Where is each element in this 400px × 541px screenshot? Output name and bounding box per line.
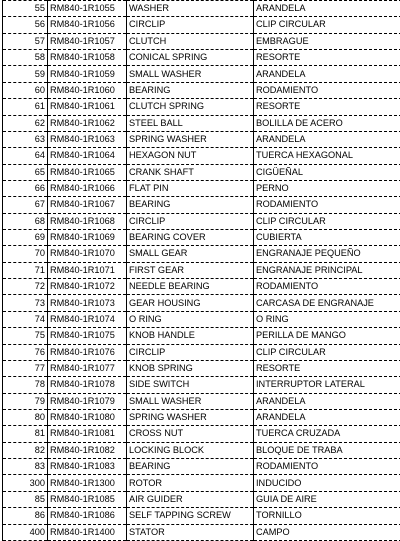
- part-code-cell: RM840-1R1068: [48, 213, 127, 229]
- table-row: [3, 524, 400, 540]
- description-english-cell: STATOR: [127, 524, 254, 540]
- part-code-cell: RM840-1R1079: [48, 393, 127, 409]
- part-code-cell: RM840-1R1066: [48, 180, 127, 196]
- description-english-cell: BEARING: [127, 459, 254, 475]
- part-code-cell: RM840-1R1074: [48, 311, 127, 327]
- table-row: [3, 131, 400, 147]
- description-spanish-cell: RESORTE: [254, 50, 400, 66]
- description-spanish-cell: TORNILLO: [254, 508, 400, 524]
- description-spanish-cell: ENGRANAJE PRINCIPAL: [254, 262, 400, 278]
- description-spanish-cell: INDUCIDO: [254, 475, 400, 491]
- table-row: [3, 115, 400, 131]
- description-english-cell: SELF TAPPING SCREW: [127, 508, 254, 524]
- part-code-cell: RM840-1R1062: [48, 115, 127, 131]
- description-spanish-cell: ARANDELA: [254, 1, 400, 17]
- table-row: [3, 360, 400, 376]
- description-english-cell: CLUTCH: [127, 33, 254, 49]
- item-number-cell: 57: [3, 33, 48, 49]
- table-row: [3, 459, 400, 475]
- description-english-cell: SMALL WASHER: [127, 393, 254, 409]
- item-number-cell: 300: [3, 475, 48, 491]
- item-number-cell: 68: [3, 213, 48, 229]
- part-code-cell: RM840-1R1063: [48, 131, 127, 147]
- description-spanish-cell: O RING: [254, 311, 400, 327]
- description-spanish-cell: INTERRUPTOR LATERAL: [254, 377, 400, 393]
- item-number-cell: 76: [3, 344, 48, 360]
- part-code-cell: RM840-1R1077: [48, 360, 127, 376]
- item-number-cell: 67: [3, 197, 48, 213]
- item-number-cell: 79: [3, 393, 48, 409]
- description-english-cell: AIR GUIDER: [127, 491, 254, 507]
- item-number-cell: 59: [3, 66, 48, 82]
- description-english-cell: BEARING: [127, 197, 254, 213]
- table-row: [3, 213, 400, 229]
- part-code-cell: RM840-1R1071: [48, 262, 127, 278]
- table-row: [3, 230, 400, 246]
- table-row: [3, 164, 400, 180]
- item-number-cell: 69: [3, 230, 48, 246]
- table-row: [3, 50, 400, 66]
- part-code-cell: RM840-1R1073: [48, 295, 127, 311]
- description-spanish-cell: GUIA DE AIRE: [254, 491, 400, 507]
- part-code-cell: RM840-1R1064: [48, 148, 127, 164]
- description-english-cell: CIRCLIP: [127, 17, 254, 33]
- part-code-cell: RM840-1R1070: [48, 246, 127, 262]
- description-spanish-cell: CLIP CIRCULAR: [254, 344, 400, 360]
- part-code-cell: RM840-1R1083: [48, 459, 127, 475]
- description-spanish-cell: ARANDELA: [254, 131, 400, 147]
- item-number-cell: 56: [3, 17, 48, 33]
- part-code-cell: RM840-1R1059: [48, 66, 127, 82]
- parts-table: [2, 0, 400, 541]
- item-number-cell: 85: [3, 491, 48, 507]
- description-english-cell: GEAR HOUSING: [127, 295, 254, 311]
- item-number-cell: 62: [3, 115, 48, 131]
- table-row: [3, 262, 400, 278]
- item-number-cell: 61: [3, 99, 48, 115]
- description-english-cell: NEEDLE BEARING: [127, 279, 254, 295]
- description-english-cell: STEEL BALL: [127, 115, 254, 131]
- table-row: [3, 99, 400, 115]
- description-english-cell: CRANK SHAFT: [127, 164, 254, 180]
- item-number-cell: 80: [3, 409, 48, 425]
- description-spanish-cell: RESORTE: [254, 99, 400, 115]
- description-english-cell: CIRCLIP: [127, 344, 254, 360]
- part-code-cell: RM840-1R1061: [48, 99, 127, 115]
- description-spanish-cell: RODAMIENTO: [254, 197, 400, 213]
- item-number-cell: 55: [3, 1, 48, 17]
- part-code-cell: RM840-1R1076: [48, 344, 127, 360]
- description-english-cell: ROTOR: [127, 475, 254, 491]
- description-english-cell: HEXAGON NUT: [127, 148, 254, 164]
- item-number-cell: 74: [3, 311, 48, 327]
- description-spanish-cell: TUERCA HEXAGONAL: [254, 148, 400, 164]
- description-english-cell: CROSS NUT: [127, 426, 254, 442]
- part-code-cell: RM840-1R1055: [48, 1, 127, 17]
- item-number-cell: 82: [3, 442, 48, 458]
- table-row: [3, 377, 400, 393]
- part-code-cell: RM840-1R1081: [48, 426, 127, 442]
- description-english-cell: WASHER: [127, 1, 254, 17]
- parts-table-body: [3, 1, 400, 541]
- part-code-cell: RM840-1R1060: [48, 82, 127, 98]
- description-english-cell: SIDE SWITCH: [127, 377, 254, 393]
- description-spanish-cell: RODAMIENTO: [254, 459, 400, 475]
- table-row: [3, 17, 400, 33]
- description-spanish-cell: RESORTE: [254, 360, 400, 376]
- part-code-cell: RM840-1R1065: [48, 164, 127, 180]
- part-code-cell: RM840-1R1072: [48, 279, 127, 295]
- item-number-cell: 71: [3, 262, 48, 278]
- table-row: [3, 344, 400, 360]
- description-english-cell: CIRCLIP: [127, 213, 254, 229]
- description-spanish-cell: CLIP CIRCULAR: [254, 213, 400, 229]
- part-code-cell: RM840-1R1058: [48, 50, 127, 66]
- description-spanish-cell: BLOQUE DE TRABA: [254, 442, 400, 458]
- table-row: [3, 475, 400, 491]
- description-english-cell: FLAT PIN: [127, 180, 254, 196]
- description-english-cell: CLUTCH SPRING: [127, 99, 254, 115]
- description-spanish-cell: TUERCA CRUZADA: [254, 426, 400, 442]
- description-english-cell: KNOB HANDLE: [127, 328, 254, 344]
- table-row: [3, 409, 400, 425]
- description-english-cell: SMALL WASHER: [127, 66, 254, 82]
- item-number-cell: 77: [3, 360, 48, 376]
- table-row: [3, 295, 400, 311]
- part-code-cell: RM840-1R1078: [48, 377, 127, 393]
- table-row: [3, 508, 400, 524]
- part-code-cell: RM840-1R1082: [48, 442, 127, 458]
- description-english-cell: CONICAL SPRING: [127, 50, 254, 66]
- description-spanish-cell: RODAMIENTO: [254, 82, 400, 98]
- description-spanish-cell: PERILLA DE MANGO: [254, 328, 400, 344]
- table-row: [3, 148, 400, 164]
- description-spanish-cell: ARANDELA: [254, 393, 400, 409]
- description-english-cell: BEARING: [127, 82, 254, 98]
- description-spanish-cell: PERNO: [254, 180, 400, 196]
- item-number-cell: 86: [3, 508, 48, 524]
- table-row: [3, 426, 400, 442]
- table-row: [3, 491, 400, 507]
- description-spanish-cell: CUBIERTA: [254, 230, 400, 246]
- part-code-cell: RM840-1R1085: [48, 491, 127, 507]
- part-code-cell: RM840-1R1075: [48, 328, 127, 344]
- item-number-cell: 63: [3, 131, 48, 147]
- part-code-cell: RM840-1R1086: [48, 508, 127, 524]
- description-english-cell: FIRST GEAR: [127, 262, 254, 278]
- description-spanish-cell: RODAMIENTO: [254, 279, 400, 295]
- item-number-cell: 58: [3, 50, 48, 66]
- table-row: [3, 279, 400, 295]
- table-row: [3, 246, 400, 262]
- item-number-cell: 70: [3, 246, 48, 262]
- table-row: [3, 33, 400, 49]
- part-code-cell: RM840-1R1400: [48, 524, 127, 540]
- item-number-cell: 73: [3, 295, 48, 311]
- description-spanish-cell: ENGRANAJE PEQUEÑO: [254, 246, 400, 262]
- table-row: [3, 393, 400, 409]
- item-number-cell: 400: [3, 524, 48, 540]
- table-row: [3, 442, 400, 458]
- description-english-cell: LOCKING BLOCK: [127, 442, 254, 458]
- description-english-cell: SMALL GEAR: [127, 246, 254, 262]
- part-code-cell: RM840-1R1067: [48, 197, 127, 213]
- table-row: [3, 197, 400, 213]
- item-number-cell: 81: [3, 426, 48, 442]
- description-english-cell: BEARING COVER: [127, 230, 254, 246]
- description-spanish-cell: ARANDELA: [254, 66, 400, 82]
- description-english-cell: O RING: [127, 311, 254, 327]
- item-number-cell: 78: [3, 377, 48, 393]
- table-row: [3, 66, 400, 82]
- part-code-cell: RM840-1R1080: [48, 409, 127, 425]
- description-spanish-cell: CAMPO: [254, 524, 400, 540]
- part-code-cell: RM840-1R1056: [48, 17, 127, 33]
- item-number-cell: 66: [3, 180, 48, 196]
- description-spanish-cell: ARANDELA: [254, 409, 400, 425]
- item-number-cell: 75: [3, 328, 48, 344]
- part-code-cell: RM840-1R1057: [48, 33, 127, 49]
- table-row: [3, 82, 400, 98]
- part-code-cell: RM840-1R1069: [48, 230, 127, 246]
- description-spanish-cell: BOLILLA DE ACERO: [254, 115, 400, 131]
- description-english-cell: KNOB SPRING: [127, 360, 254, 376]
- table-row: [3, 328, 400, 344]
- description-spanish-cell: EMBRAGUE: [254, 33, 400, 49]
- description-spanish-cell: CLIP CIRCULAR: [254, 17, 400, 33]
- item-number-cell: 65: [3, 164, 48, 180]
- description-english-cell: SPRING WASHER: [127, 409, 254, 425]
- item-number-cell: 64: [3, 148, 48, 164]
- table-row: [3, 1, 400, 17]
- description-spanish-cell: CIGÜEÑAL: [254, 164, 400, 180]
- table-row: [3, 180, 400, 196]
- item-number-cell: 83: [3, 459, 48, 475]
- description-english-cell: SPRING WASHER: [127, 131, 254, 147]
- item-number-cell: 72: [3, 279, 48, 295]
- table-row: [3, 311, 400, 327]
- description-spanish-cell: CARCASA DE ENGRANAJE: [254, 295, 400, 311]
- part-code-cell: RM840-1R1300: [48, 475, 127, 491]
- item-number-cell: 60: [3, 82, 48, 98]
